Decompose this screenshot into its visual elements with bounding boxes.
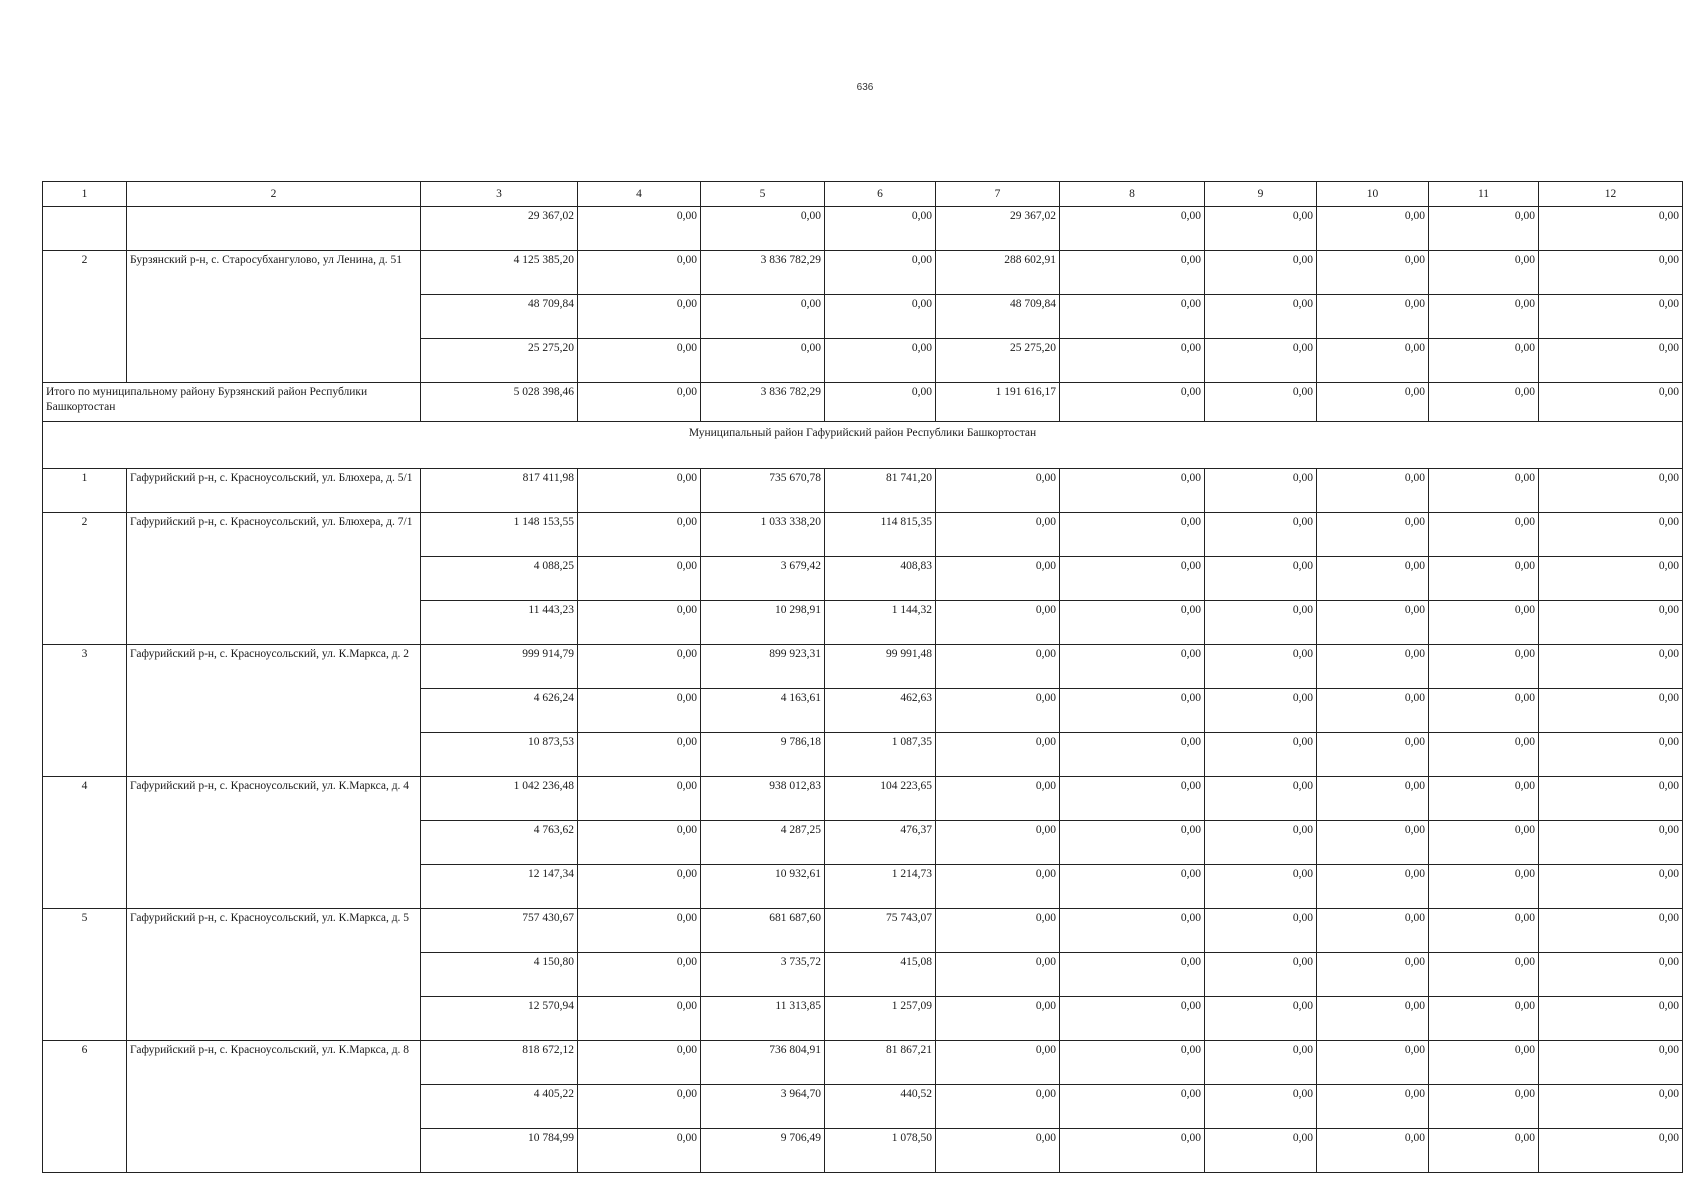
value-cell: 0,00 [1539, 909, 1683, 953]
value-cell: 899 923,31 [701, 645, 825, 689]
value-cell: 4 626,24 [421, 689, 578, 733]
value-cell: 0,00 [1205, 1129, 1317, 1173]
value-cell: 0,00 [936, 601, 1060, 645]
value-cell: 0,00 [1205, 997, 1317, 1041]
value-cell: 0,00 [1317, 339, 1429, 383]
value-cell: 0,00 [578, 865, 701, 909]
value-cell: 0,00 [1429, 865, 1539, 909]
value-cell: 3 836 782,29 [701, 383, 825, 422]
value-cell: 0,00 [1060, 295, 1205, 339]
value-cell: 0,00 [1539, 1129, 1683, 1173]
value-cell: 0,00 [1205, 557, 1317, 601]
value-cell: 0,00 [1539, 339, 1683, 383]
value-cell: 0,00 [1539, 295, 1683, 339]
value-cell: 0,00 [1060, 601, 1205, 645]
header-row [43, 182, 1683, 207]
value-cell: 25 275,20 [421, 339, 578, 383]
value-cell: 0,00 [936, 469, 1060, 513]
value-cell: 0,00 [1429, 909, 1539, 953]
value-cell: 0,00 [1539, 601, 1683, 645]
address-cell: Гафурийский р-н, с. Красноусольский, ул. К.Маркса, д. 8 [127, 1041, 421, 1173]
value-cell: 0,00 [1539, 557, 1683, 601]
value-cell: 0,00 [1539, 821, 1683, 865]
value-cell: 408,83 [825, 557, 936, 601]
address-cell: Гафурийский р-н, с. Красноусольский, ул. Блюхера, д. 7/1 [127, 513, 421, 645]
value-cell: 4 287,25 [701, 821, 825, 865]
value-cell: 0,00 [936, 1041, 1060, 1085]
column-header: 4 [578, 182, 701, 207]
column-header: 2 [127, 182, 421, 207]
value-cell: 0,00 [1539, 733, 1683, 777]
value-cell: 12 147,34 [421, 865, 578, 909]
value-cell: 0,00 [1205, 601, 1317, 645]
total-label: Итого по муниципальному району Бурзянский район Республики Башкортостан [43, 383, 421, 422]
value-cell: 0,00 [1317, 251, 1429, 295]
value-cell: 0,00 [936, 953, 1060, 997]
value-cell: 0,00 [701, 295, 825, 339]
value-cell: 0,00 [936, 689, 1060, 733]
value-cell: 0,00 [578, 689, 701, 733]
value-cell: 0,00 [1317, 645, 1429, 689]
value-cell: 0,00 [1429, 777, 1539, 821]
value-cell: 0,00 [1317, 821, 1429, 865]
value-cell: 0,00 [1429, 601, 1539, 645]
column-header: 8 [1060, 182, 1205, 207]
value-cell: 99 991,48 [825, 645, 936, 689]
value-cell: 0,00 [1317, 295, 1429, 339]
value-cell: 0,00 [578, 821, 701, 865]
value-cell: 0,00 [1205, 295, 1317, 339]
value-cell: 462,63 [825, 689, 936, 733]
value-cell: 4 763,62 [421, 821, 578, 865]
value-cell: 0,00 [1205, 1085, 1317, 1129]
table-row [43, 909, 1683, 953]
table-row [43, 207, 1683, 251]
value-cell: 0,00 [578, 1129, 701, 1173]
value-cell: 9 786,18 [701, 733, 825, 777]
value-cell: 0,00 [1205, 207, 1317, 251]
value-cell: 818 672,12 [421, 1041, 578, 1085]
value-cell: 0,00 [1060, 645, 1205, 689]
value-cell: 0,00 [936, 909, 1060, 953]
value-cell: 0,00 [1429, 821, 1539, 865]
value-cell: 3 735,72 [701, 953, 825, 997]
value-cell: 0,00 [1317, 997, 1429, 1041]
value-cell: 0,00 [1205, 733, 1317, 777]
value-cell: 104 223,65 [825, 777, 936, 821]
row-number [43, 207, 127, 251]
value-cell: 0,00 [1205, 251, 1317, 295]
value-cell: 0,00 [578, 601, 701, 645]
row-number: 2 [43, 251, 127, 383]
value-cell: 4 088,25 [421, 557, 578, 601]
value-cell: 0,00 [936, 821, 1060, 865]
value-cell: 0,00 [1060, 1085, 1205, 1129]
value-cell: 0,00 [1060, 997, 1205, 1041]
value-cell: 0,00 [1060, 909, 1205, 953]
value-cell: 4 125 385,20 [421, 251, 578, 295]
value-cell: 0,00 [1429, 1129, 1539, 1173]
page-number: 636 [856, 82, 874, 93]
value-cell: 0,00 [936, 733, 1060, 777]
row-number: 5 [43, 909, 127, 1041]
column-header: 1 [43, 182, 127, 207]
value-cell: 0,00 [936, 1085, 1060, 1129]
value-cell: 29 367,02 [421, 207, 578, 251]
value-cell: 0,00 [936, 1129, 1060, 1173]
value-cell: 0,00 [1539, 513, 1683, 557]
value-cell: 5 028 398,46 [421, 383, 578, 422]
value-cell: 1 033 338,20 [701, 513, 825, 557]
value-cell: 0,00 [1539, 953, 1683, 997]
value-cell: 0,00 [578, 295, 701, 339]
value-cell: 0,00 [578, 1041, 701, 1085]
value-cell: 415,08 [825, 953, 936, 997]
value-cell: 10 932,61 [701, 865, 825, 909]
value-cell: 757 430,67 [421, 909, 578, 953]
value-cell: 1 042 236,48 [421, 777, 578, 821]
value-cell: 10 873,53 [421, 733, 578, 777]
value-cell: 0,00 [1060, 557, 1205, 601]
value-cell: 0,00 [1429, 383, 1539, 422]
value-cell: 0,00 [1060, 339, 1205, 383]
value-cell: 0,00 [1060, 383, 1205, 422]
value-cell: 0,00 [1539, 689, 1683, 733]
value-cell: 3 964,70 [701, 1085, 825, 1129]
value-cell: 0,00 [1539, 645, 1683, 689]
address-cell: Бурзянский р-н, с. Старосубхангулово, ул Ленина, д. 51 [127, 251, 421, 383]
value-cell: 0,00 [1205, 513, 1317, 557]
value-cell: 0,00 [1429, 689, 1539, 733]
value-cell: 81 867,21 [825, 1041, 936, 1085]
value-cell: 0,00 [1429, 953, 1539, 997]
value-cell: 0,00 [1317, 777, 1429, 821]
value-cell: 0,00 [1539, 1041, 1683, 1085]
value-cell: 0,00 [1317, 865, 1429, 909]
value-cell: 736 804,91 [701, 1041, 825, 1085]
value-cell: 48 709,84 [421, 295, 578, 339]
value-cell: 0,00 [1429, 339, 1539, 383]
value-cell: 0,00 [1205, 689, 1317, 733]
value-cell: 0,00 [1317, 601, 1429, 645]
value-cell: 10 298,91 [701, 601, 825, 645]
value-cell: 0,00 [1539, 251, 1683, 295]
total-row [43, 383, 1683, 422]
value-cell: 0,00 [825, 295, 936, 339]
value-cell: 9 706,49 [701, 1129, 825, 1173]
value-cell: 0,00 [578, 777, 701, 821]
value-cell: 0,00 [578, 997, 701, 1041]
address-cell: Гафурийский р-н, с. Красноусольский, ул. Блюхера, д. 5/1 [127, 469, 421, 513]
value-cell: 1 214,73 [825, 865, 936, 909]
value-cell: 0,00 [1060, 953, 1205, 997]
value-cell: 1 078,50 [825, 1129, 936, 1173]
column-header: 9 [1205, 182, 1317, 207]
value-cell: 0,00 [578, 733, 701, 777]
value-cell: 0,00 [1205, 909, 1317, 953]
table-row [43, 513, 1683, 557]
value-cell: 0,00 [578, 909, 701, 953]
value-cell: 735 670,78 [701, 469, 825, 513]
value-cell: 0,00 [701, 207, 825, 251]
value-cell: 0,00 [825, 339, 936, 383]
value-cell: 0,00 [578, 513, 701, 557]
value-cell: 0,00 [1060, 513, 1205, 557]
value-cell: 0,00 [1317, 1041, 1429, 1085]
address-cell [127, 207, 421, 251]
value-cell: 0,00 [1539, 383, 1683, 422]
value-cell: 0,00 [1205, 469, 1317, 513]
value-cell: 0,00 [825, 383, 936, 422]
value-cell: 0,00 [1205, 1041, 1317, 1085]
value-cell: 4 405,22 [421, 1085, 578, 1129]
value-cell: 3 836 782,29 [701, 251, 825, 295]
row-number: 2 [43, 513, 127, 645]
column-header: 6 [825, 182, 936, 207]
value-cell: 0,00 [578, 1085, 701, 1129]
value-cell: 0,00 [1060, 469, 1205, 513]
value-cell: 0,00 [1060, 251, 1205, 295]
value-cell: 288 602,91 [936, 251, 1060, 295]
value-cell: 0,00 [1060, 821, 1205, 865]
value-cell: 0,00 [1060, 689, 1205, 733]
value-cell: 0,00 [1539, 997, 1683, 1041]
value-cell: 0,00 [1317, 1129, 1429, 1173]
value-cell: 0,00 [1429, 997, 1539, 1041]
value-cell: 0,00 [1317, 733, 1429, 777]
value-cell: 0,00 [1317, 207, 1429, 251]
value-cell: 0,00 [936, 865, 1060, 909]
value-cell: 0,00 [936, 777, 1060, 821]
value-cell: 0,00 [578, 339, 701, 383]
value-cell: 0,00 [1429, 557, 1539, 601]
value-cell: 0,00 [825, 207, 936, 251]
value-cell: 0,00 [1205, 777, 1317, 821]
value-cell: 0,00 [936, 645, 1060, 689]
column-header: 12 [1539, 182, 1683, 207]
value-cell: 0,00 [1205, 953, 1317, 997]
value-cell: 0,00 [1317, 557, 1429, 601]
value-cell: 1 191 616,17 [936, 383, 1060, 422]
value-cell: 1 257,09 [825, 997, 936, 1041]
value-cell: 0,00 [1429, 645, 1539, 689]
value-cell: 0,00 [936, 557, 1060, 601]
column-header: 5 [701, 182, 825, 207]
value-cell: 0,00 [578, 251, 701, 295]
value-cell: 0,00 [1429, 207, 1539, 251]
section-title: Муниципальный район Гафурийский район Республики Башкортостан [43, 422, 1683, 469]
value-cell: 0,00 [1429, 1041, 1539, 1085]
column-header: 10 [1317, 182, 1429, 207]
value-cell: 0,00 [1429, 513, 1539, 557]
address-cell: Гафурийский р-н, с. Красноусольский, ул. К.Маркса, д. 5 [127, 909, 421, 1041]
value-cell: 0,00 [1539, 469, 1683, 513]
value-cell: 0,00 [1539, 865, 1683, 909]
value-cell: 0,00 [1317, 953, 1429, 997]
value-cell: 1 144,32 [825, 601, 936, 645]
value-cell: 0,00 [936, 997, 1060, 1041]
address-cell: Гафурийский р-н, с. Красноусольский, ул. К.Маркса, д. 4 [127, 777, 421, 909]
value-cell: 0,00 [578, 645, 701, 689]
table-row [43, 645, 1683, 689]
value-cell: 0,00 [1317, 909, 1429, 953]
value-cell: 0,00 [1429, 1085, 1539, 1129]
column-header: 11 [1429, 182, 1539, 207]
value-cell: 0,00 [1060, 207, 1205, 251]
value-cell: 81 741,20 [825, 469, 936, 513]
value-cell: 0,00 [1539, 207, 1683, 251]
column-header: 7 [936, 182, 1060, 207]
value-cell: 0,00 [1539, 777, 1683, 821]
value-cell: 0,00 [1060, 865, 1205, 909]
value-cell: 10 784,99 [421, 1129, 578, 1173]
value-cell: 0,00 [1060, 777, 1205, 821]
table-row [43, 1041, 1683, 1085]
section-header-row [43, 422, 1683, 469]
value-cell: 0,00 [578, 207, 701, 251]
value-cell: 0,00 [825, 251, 936, 295]
value-cell: 938 012,83 [701, 777, 825, 821]
value-cell: 0,00 [936, 513, 1060, 557]
value-cell: 4 150,80 [421, 953, 578, 997]
value-cell: 0,00 [1205, 821, 1317, 865]
value-cell: 1 087,35 [825, 733, 936, 777]
value-cell: 48 709,84 [936, 295, 1060, 339]
value-cell: 1 148 153,55 [421, 513, 578, 557]
value-cell: 0,00 [1060, 1129, 1205, 1173]
value-cell: 75 743,07 [825, 909, 936, 953]
table-row [43, 777, 1683, 821]
value-cell: 817 411,98 [421, 469, 578, 513]
value-cell: 0,00 [1317, 1085, 1429, 1129]
value-cell: 0,00 [1429, 733, 1539, 777]
value-cell: 999 914,79 [421, 645, 578, 689]
column-header: 3 [421, 182, 578, 207]
value-cell: 681 687,60 [701, 909, 825, 953]
value-cell: 25 275,20 [936, 339, 1060, 383]
address-cell: Гафурийский р-н, с. Красноусольский, ул. К.Маркса, д. 2 [127, 645, 421, 777]
value-cell: 0,00 [1205, 339, 1317, 383]
value-cell: 0,00 [1205, 383, 1317, 422]
value-cell: 12 570,94 [421, 997, 578, 1041]
row-number: 3 [43, 645, 127, 777]
value-cell: 11 443,23 [421, 601, 578, 645]
value-cell: 4 163,61 [701, 689, 825, 733]
value-cell: 11 313,85 [701, 997, 825, 1041]
table-row [43, 251, 1683, 295]
value-cell: 3 679,42 [701, 557, 825, 601]
value-cell: 0,00 [578, 383, 701, 422]
value-cell: 0,00 [701, 339, 825, 383]
value-cell: 0,00 [1429, 295, 1539, 339]
value-cell: 0,00 [1205, 865, 1317, 909]
row-number: 4 [43, 777, 127, 909]
value-cell: 29 367,02 [936, 207, 1060, 251]
value-cell: 476,37 [825, 821, 936, 865]
value-cell: 0,00 [1317, 383, 1429, 422]
value-cell: 0,00 [578, 953, 701, 997]
value-cell: 0,00 [578, 557, 701, 601]
value-cell: 0,00 [1429, 251, 1539, 295]
row-number: 6 [43, 1041, 127, 1173]
budget-table [42, 181, 1683, 1173]
value-cell: 0,00 [1060, 1041, 1205, 1085]
value-cell: 0,00 [1060, 733, 1205, 777]
value-cell: 0,00 [1205, 645, 1317, 689]
value-cell: 0,00 [1317, 689, 1429, 733]
value-cell: 440,52 [825, 1085, 936, 1129]
value-cell: 0,00 [1539, 1085, 1683, 1129]
value-cell: 0,00 [578, 469, 701, 513]
value-cell: 0,00 [1429, 469, 1539, 513]
row-number: 1 [43, 469, 127, 513]
value-cell: 0,00 [1317, 513, 1429, 557]
table-row [43, 469, 1683, 513]
value-cell: 0,00 [1317, 469, 1429, 513]
value-cell: 114 815,35 [825, 513, 936, 557]
